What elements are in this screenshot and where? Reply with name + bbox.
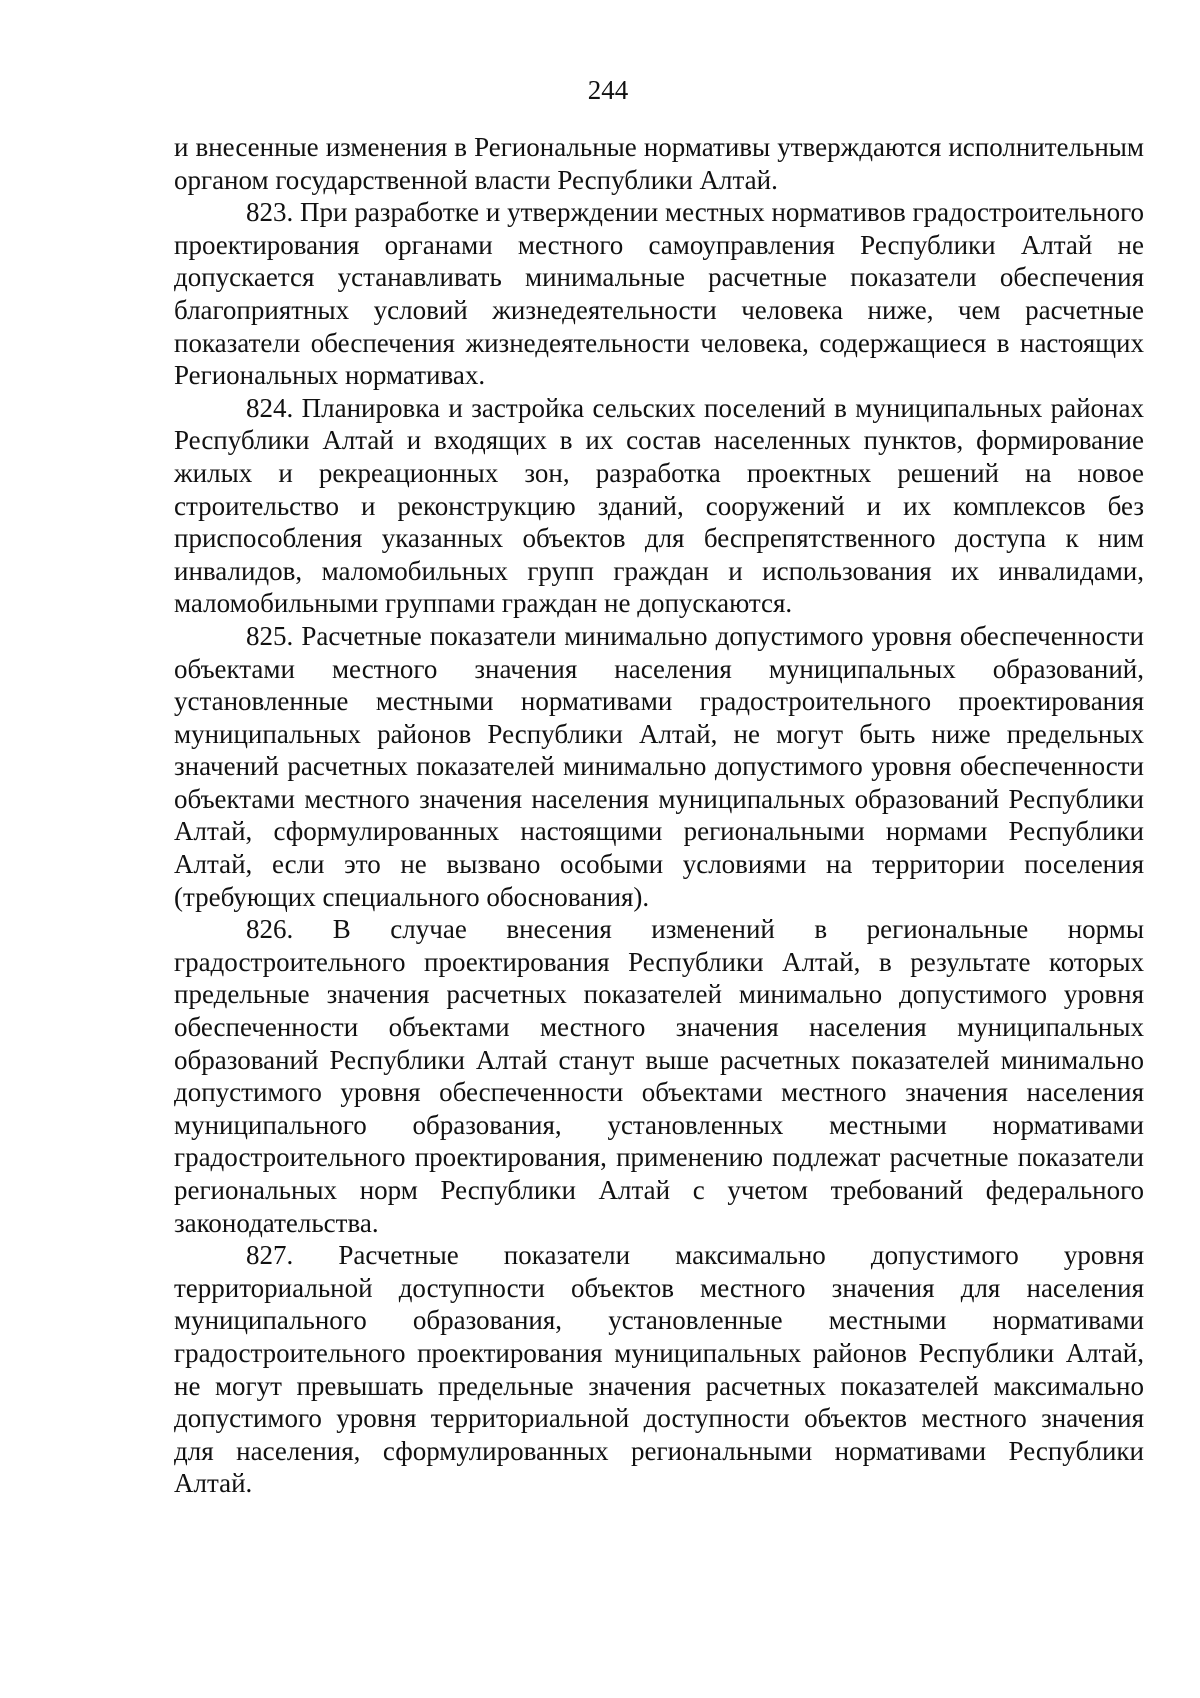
paragraph-825: 825. Расчетные показатели минимально допустимого уровня обеспеченности объектами местного значения населения муниципальных образований, установленные местными нормативами градостроительного проектирования муниципальных районов Республики Алтай, не могут быть ниже предельных значений расчетных показателей минимально допустимого уровня обеспеченности объектами местного значения населения муниципальных образований Республики Алтай, сформулированных настоящими региональными нормами Республики Алтай, если это не вызвано особыми условиями на территории поселения (требующих специального обоснования). <box>174 620 1144 912</box>
document-body <box>174 131 1144 1500</box>
paragraph-827: 827. Расчетные показатели максимально допустимого уровня территориальной доступности объектов местного значения для населения муниципального образования, установленные местными нормативами градостроительного проектирования муниципальных районов Республики Алтай, не могут превышать предельные значения расчетных показателей максимально допустимого уровня территориальной доступности объектов местного значения для населения, сформулированных региональными нормативами Республики Алтай. <box>174 1240 1144 1499</box>
paragraph-826: 826. В случае внесения изменений в региональные нормы градостроительного проектирования Республики Алтай, в результате которых предельные значения расчетных показателей минимально допустимого уровня обеспеченности объектами местного значения населения муниципальных образований Республики Алтай станут выше расчетных показателей минимально допустимого уровня обеспеченности объектами местного значения населения муниципального образования, установленных местными нормативами градостроительного проектирования, применению подлежат расчетные показатели региональных норм Республики Алтай с учетом требований федерального законодательства. <box>174 914 1144 1238</box>
paragraph-823: 823. При разработке и утверждении местных нормативов градостроительного проектирования органами местного самоуправления Республики Алтай не допускается устанавливать минимальные расчетные показатели обеспечения благоприятных условий жизнедеятельности человека ниже, чем расчетные показатели обеспечения жизнедеятельности человека, содержащиеся в настоящих Региональных нормативах. <box>174 197 1144 391</box>
paragraph-continuation: и внесенные изменения в Региональные нормативы утверждаются исполнительным органом государственной власти Республики Алтай. <box>174 132 1144 195</box>
page-number: 244 <box>587 75 629 105</box>
paragraph-824: 824. Планировка и застройка сельских поселений в муниципальных районах Республики Алтай и входящих в их состав населенных пунктов, формирование жилых и рекреационных зон, разработка проектных решений на новое строительство и реконструкцию зданий, сооружений и их комплексов без приспособления указанных объектов для беспрепятственного доступа к ним инвалидов, маломобильных групп граждан и использования их инвалидами, маломобильными группами граждан не допускаются. <box>174 392 1144 619</box>
